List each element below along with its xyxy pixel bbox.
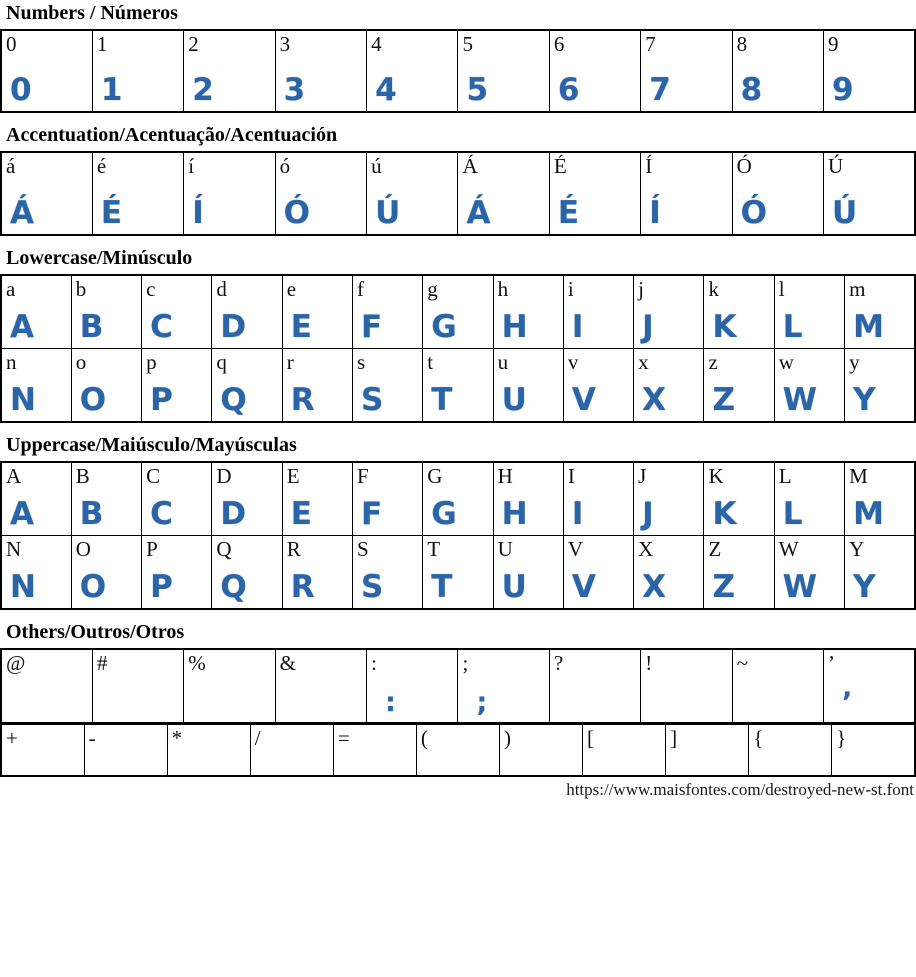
- char-label: d: [216, 277, 227, 301]
- char-glyph: I: [571, 496, 584, 532]
- char-glyph: D: [220, 309, 247, 345]
- char-glyph: Ó: [740, 195, 767, 231]
- char-label: l: [778, 277, 785, 301]
- char-cell: [641, 649, 732, 723]
- char-cell: [549, 649, 640, 723]
- char-glyph: J: [642, 309, 654, 345]
- char-row: [1, 275, 915, 349]
- char-glyph: Ú: [832, 195, 858, 231]
- char-cell: [275, 30, 366, 112]
- char-cell: [458, 152, 549, 235]
- char-label: f: [356, 277, 364, 301]
- char-cell: [1, 462, 71, 536]
- char-glyph: 1: [100, 72, 123, 108]
- char-glyph: 0: [10, 72, 32, 108]
- char-glyph: B: [79, 496, 104, 532]
- char-cell: [1, 275, 71, 349]
- char-label: b: [75, 277, 87, 301]
- char-label: h: [497, 277, 509, 301]
- char-label: #: [96, 651, 108, 675]
- char-label: %: [188, 651, 206, 675]
- char-label: ’: [828, 651, 836, 675]
- char-label: 5: [462, 32, 473, 56]
- char-glyph: É: [100, 195, 123, 231]
- char-cell: [142, 275, 212, 349]
- char-cell: [641, 30, 732, 112]
- char-cell: [352, 536, 422, 610]
- char-label: E: [286, 464, 300, 488]
- char-glyph: K: [712, 496, 737, 532]
- char-glyph: Í: [649, 195, 661, 231]
- char-glyph: Ú: [375, 195, 401, 231]
- char-label: !: [645, 651, 653, 675]
- char-cell: [250, 724, 333, 776]
- char-cell: [583, 724, 666, 776]
- char-glyph: T: [431, 382, 453, 418]
- char-glyph: 2: [192, 72, 214, 108]
- char-label: I: [567, 464, 575, 488]
- char-label: ó: [279, 154, 291, 178]
- char-label: =: [337, 726, 350, 750]
- char-glyph: T: [431, 569, 453, 605]
- char-cell: [666, 724, 749, 776]
- char-label: /: [254, 726, 261, 750]
- char-cell: [142, 536, 212, 610]
- char-row: [1, 349, 915, 423]
- char-cell: [549, 30, 640, 112]
- char-cell: [824, 649, 915, 723]
- char-glyph: M: [853, 309, 884, 345]
- char-label: A: [6, 464, 22, 488]
- char-cell: [1, 536, 71, 610]
- char-label: (: [420, 726, 428, 750]
- char-cell: [184, 30, 275, 112]
- char-label: 2: [188, 32, 199, 56]
- char-glyph: ’: [842, 687, 853, 718]
- char-cell: [423, 462, 493, 536]
- char-glyph: H: [501, 309, 528, 345]
- char-label: J: [638, 464, 647, 488]
- section-title-others: Others/Outros/Otros: [6, 621, 185, 643]
- char-glyph: S: [360, 382, 384, 418]
- char-glyph: X: [642, 382, 667, 418]
- char-cell: [212, 349, 282, 423]
- char-cell: [1, 724, 84, 776]
- char-label: D: [216, 464, 232, 488]
- char-label: [: [587, 726, 595, 750]
- char-cell: [71, 536, 141, 610]
- char-cell: [367, 649, 458, 723]
- char-cell: [71, 462, 141, 536]
- char-cell: [184, 152, 275, 235]
- char-cell: [704, 462, 774, 536]
- char-label: x: [638, 350, 649, 374]
- char-cell: [845, 462, 915, 536]
- section-accentuation: [0, 124, 916, 236]
- char-label: V: [567, 537, 584, 561]
- char-cell: [634, 536, 704, 610]
- char-row: [1, 724, 915, 776]
- char-cell: [167, 724, 250, 776]
- section-others: [0, 621, 916, 777]
- font-specimen-sections: [0, 2, 916, 777]
- char-glyph: R: [290, 569, 315, 605]
- char-label: 6: [553, 32, 565, 56]
- char-glyph: Í: [192, 195, 204, 231]
- char-cell: [352, 275, 422, 349]
- char-label: O: [75, 537, 91, 561]
- char-glyph: 9: [832, 72, 854, 108]
- char-cell: [423, 536, 493, 610]
- char-label: @: [6, 651, 26, 675]
- char-glyph: U: [501, 382, 527, 418]
- char-cell: [142, 349, 212, 423]
- char-cell: [732, 152, 823, 235]
- char-glyph: Y: [853, 569, 876, 605]
- char-cell: [212, 275, 282, 349]
- char-label: ]: [670, 726, 678, 750]
- char-cell: [774, 462, 844, 536]
- char-label: +: [6, 726, 18, 750]
- char-table-uppercase-0: [0, 461, 916, 610]
- char-glyph: 8: [740, 72, 763, 108]
- char-cell: [493, 462, 563, 536]
- char-glyph: O: [79, 382, 107, 418]
- char-cell: [563, 536, 633, 610]
- char-cell: [142, 462, 212, 536]
- char-cell: [845, 536, 915, 610]
- char-glyph: W: [782, 569, 817, 605]
- char-label: é: [96, 154, 107, 178]
- char-cell: [423, 349, 493, 423]
- char-cell: [563, 349, 633, 423]
- char-label: :: [371, 651, 377, 675]
- char-cell: [1, 30, 92, 112]
- char-cell: [549, 152, 640, 235]
- char-glyph: 4: [375, 72, 397, 108]
- char-glyph: A: [10, 496, 34, 532]
- footer-url: https://www.maisfontes.com/destroyed-new-st.font: [566, 780, 914, 799]
- char-label: ?: [553, 651, 564, 675]
- char-glyph: É: [557, 195, 580, 231]
- char-glyph: Z: [712, 382, 735, 418]
- char-label: p: [146, 350, 157, 374]
- char-label: T: [427, 537, 441, 561]
- char-glyph: 3: [283, 72, 306, 108]
- char-cell: [367, 30, 458, 112]
- char-cell: [333, 724, 416, 776]
- char-cell: [71, 275, 141, 349]
- char-glyph: Q: [220, 382, 247, 418]
- char-label: c: [146, 277, 156, 301]
- char-cell: [84, 724, 167, 776]
- char-label: i: [567, 277, 574, 301]
- char-glyph: W: [782, 382, 817, 418]
- section-title-numbers: Numbers / Números: [6, 2, 178, 24]
- char-glyph: K: [712, 309, 737, 345]
- section-uppercase: [0, 434, 916, 610]
- char-label: 3: [279, 32, 291, 56]
- char-label: Á: [462, 154, 478, 178]
- char-glyph: ;: [476, 687, 488, 718]
- char-glyph: C: [150, 309, 173, 345]
- char-glyph: 5: [466, 72, 489, 108]
- char-label: R: [286, 537, 301, 561]
- section-numbers: [0, 2, 916, 113]
- char-glyph: N: [10, 382, 36, 418]
- char-glyph: G: [431, 496, 457, 532]
- char-label: v: [567, 350, 579, 374]
- char-cell: [774, 536, 844, 610]
- char-label: {: [753, 726, 764, 750]
- char-label: á: [6, 154, 16, 178]
- char-label: L: [778, 464, 792, 488]
- char-row: [1, 152, 915, 235]
- char-table-accentuation-0: [0, 151, 916, 236]
- char-label: F: [356, 464, 369, 488]
- char-label: í: [188, 154, 195, 178]
- char-glyph: M: [853, 496, 884, 532]
- char-cell: [774, 349, 844, 423]
- char-label: Ó: [736, 154, 752, 178]
- char-label: 4: [371, 32, 382, 56]
- char-cell: [824, 30, 915, 112]
- section-title-uppercase: Uppercase/Maiúsculo/Mayúsculas: [6, 434, 297, 456]
- char-table-others-1: [0, 723, 916, 777]
- char-cell: [92, 649, 183, 723]
- char-glyph: E: [290, 309, 312, 345]
- char-glyph: B: [79, 309, 104, 345]
- char-label: 8: [736, 32, 748, 56]
- char-cell: [367, 152, 458, 235]
- char-glyph: Ó: [283, 195, 311, 231]
- char-glyph: G: [431, 309, 457, 345]
- char-row: [1, 462, 915, 536]
- section-title-accentuation: Accentuation/Acentuação/Acentuación: [6, 124, 338, 146]
- char-label: N: [6, 537, 22, 561]
- char-cell: [275, 649, 366, 723]
- char-cell: [704, 536, 774, 610]
- char-label: M: [849, 464, 868, 488]
- char-label: U: [497, 537, 513, 561]
- char-table-numbers-0: [0, 29, 916, 113]
- char-glyph: L: [782, 309, 803, 345]
- char-glyph: S: [360, 569, 384, 605]
- char-cell: [92, 30, 183, 112]
- char-cell: [493, 536, 563, 610]
- char-cell: [352, 462, 422, 536]
- char-label: m: [849, 277, 866, 301]
- char-cell: [499, 724, 582, 776]
- char-label: Y: [849, 537, 865, 561]
- char-label: X: [638, 537, 654, 561]
- char-cell: [458, 30, 549, 112]
- char-cell: [282, 349, 352, 423]
- char-glyph: Y: [853, 382, 876, 418]
- char-label: ): [503, 726, 511, 750]
- char-label: q: [216, 350, 227, 374]
- char-cell: [1, 349, 71, 423]
- char-glyph: L: [782, 496, 803, 532]
- char-label: ;: [462, 651, 469, 675]
- char-glyph: N: [10, 569, 36, 605]
- char-glyph: P: [150, 569, 173, 605]
- char-label: 9: [828, 32, 839, 56]
- char-cell: [563, 275, 633, 349]
- char-glyph: :: [385, 687, 396, 718]
- char-cell: [1, 152, 92, 235]
- char-label: o: [75, 350, 87, 374]
- char-label: *: [171, 726, 183, 750]
- char-label: ú: [371, 154, 382, 178]
- char-label: r: [286, 350, 294, 374]
- char-label: Q: [216, 537, 232, 561]
- char-label: j: [638, 277, 645, 301]
- char-glyph: V: [571, 382, 596, 418]
- char-glyph: J: [642, 496, 654, 532]
- char-glyph: E: [290, 496, 312, 532]
- char-cell: [704, 349, 774, 423]
- char-glyph: O: [79, 569, 107, 605]
- char-cell: [641, 152, 732, 235]
- section-title-lowercase: Lowercase/Minúsculo: [6, 247, 193, 269]
- char-label: &: [279, 651, 297, 675]
- char-glyph: R: [290, 382, 315, 418]
- char-glyph: I: [571, 309, 584, 345]
- char-table-others-0: [0, 648, 916, 724]
- char-label: Í: [645, 154, 653, 178]
- char-glyph: P: [150, 382, 173, 418]
- char-label: -: [88, 726, 96, 750]
- char-label: g: [427, 277, 438, 301]
- char-label: z: [708, 350, 718, 374]
- char-cell: [634, 275, 704, 349]
- char-label: 7: [645, 32, 656, 56]
- char-label: É: [553, 154, 567, 178]
- char-cell: [71, 349, 141, 423]
- char-cell: [282, 536, 352, 610]
- char-cell: [92, 152, 183, 235]
- char-glyph: Á: [10, 195, 34, 231]
- char-glyph: 6: [557, 72, 580, 108]
- char-glyph: Á: [466, 195, 491, 231]
- char-label: P: [146, 537, 158, 561]
- section-lowercase: [0, 247, 916, 423]
- char-cell: [704, 275, 774, 349]
- char-cell: [832, 724, 915, 776]
- char-label: n: [6, 350, 17, 374]
- char-cell: [1, 649, 92, 723]
- char-label: C: [146, 464, 161, 488]
- char-glyph: A: [10, 309, 34, 345]
- char-label: B: [75, 464, 90, 488]
- char-cell: [352, 349, 422, 423]
- char-label: u: [497, 350, 509, 374]
- char-label: e: [286, 277, 297, 301]
- char-label: S: [356, 537, 369, 561]
- char-cell: [774, 275, 844, 349]
- char-label: y: [849, 350, 860, 374]
- char-label: a: [6, 277, 16, 301]
- char-label: s: [356, 350, 366, 374]
- char-glyph: H: [501, 496, 528, 532]
- char-label: H: [497, 464, 513, 488]
- char-glyph: Q: [220, 569, 247, 605]
- char-cell: [824, 152, 915, 235]
- char-label: W: [778, 537, 799, 561]
- char-cell: [275, 152, 366, 235]
- char-cell: [282, 462, 352, 536]
- char-label: t: [427, 350, 434, 374]
- char-glyph: 7: [649, 72, 671, 108]
- char-label: K: [708, 464, 724, 488]
- char-cell: [634, 349, 704, 423]
- char-label: }: [836, 726, 847, 750]
- char-cell: [212, 462, 282, 536]
- char-cell: [416, 724, 499, 776]
- char-label: ~: [736, 651, 748, 675]
- char-glyph: X: [642, 569, 667, 605]
- char-cell: [282, 275, 352, 349]
- char-row: [1, 649, 915, 723]
- char-cell: [732, 649, 823, 723]
- char-table-lowercase-0: [0, 274, 916, 423]
- char-label: 0: [6, 32, 17, 56]
- char-glyph: C: [150, 496, 173, 532]
- char-cell: [458, 649, 549, 723]
- char-cell: [845, 349, 915, 423]
- char-row: [1, 536, 915, 610]
- char-row: [1, 30, 915, 112]
- char-label: w: [778, 350, 794, 374]
- char-label: k: [708, 277, 719, 301]
- char-label: Z: [708, 537, 722, 561]
- char-cell: [423, 275, 493, 349]
- char-cell: [845, 275, 915, 349]
- char-glyph: F: [360, 309, 383, 345]
- char-cell: [493, 349, 563, 423]
- char-label: 1: [96, 32, 108, 56]
- char-glyph: D: [220, 496, 247, 532]
- char-label: Ú: [828, 154, 844, 178]
- char-glyph: Z: [712, 569, 735, 605]
- char-glyph: U: [501, 569, 527, 605]
- char-cell: [634, 462, 704, 536]
- char-cell: [184, 649, 275, 723]
- char-cell: [493, 275, 563, 349]
- char-cell: [563, 462, 633, 536]
- char-label: G: [427, 464, 443, 488]
- char-cell: [732, 30, 823, 112]
- char-glyph: V: [571, 569, 596, 605]
- char-glyph: F: [360, 496, 383, 532]
- char-cell: [749, 724, 832, 776]
- char-cell: [212, 536, 282, 610]
